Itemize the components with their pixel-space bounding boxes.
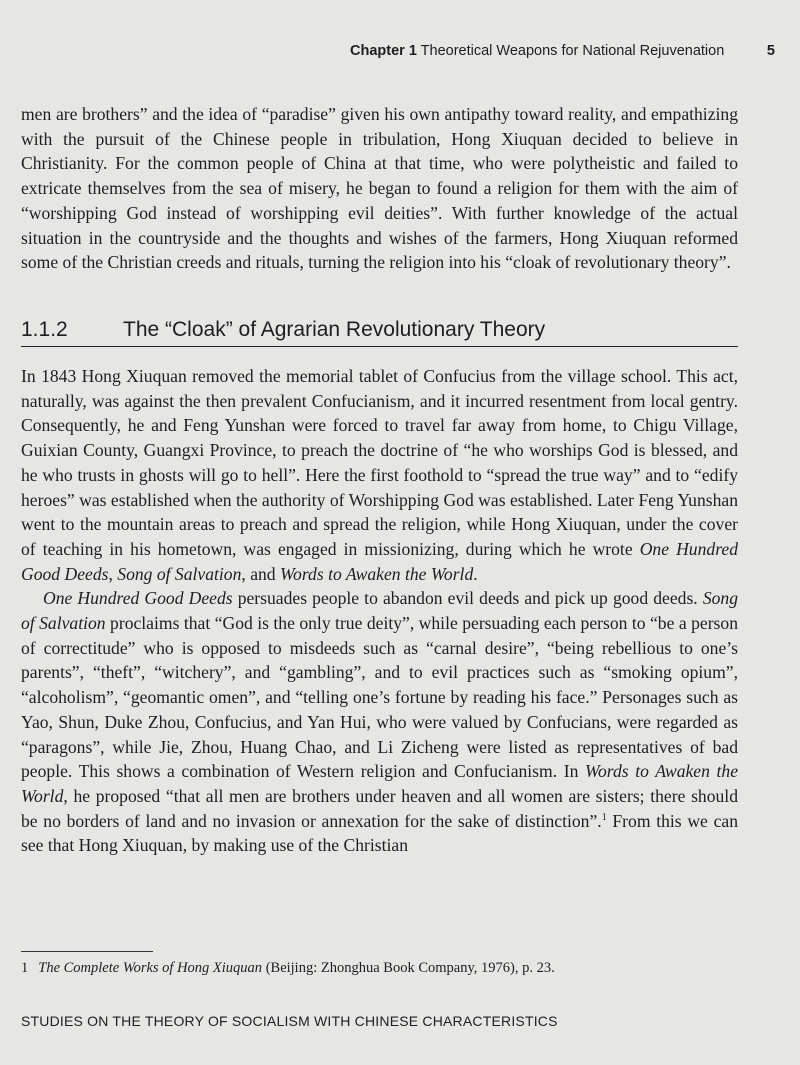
paragraph-text: , he proposed “that all men are brothers under heaven and all women are sisters; there should be no borders of land and no invasion or annexation for the sake of distinction”.	[21, 785, 738, 831]
chapter-label: Chapter 1	[350, 43, 417, 59]
separator: .	[473, 563, 478, 584]
section-number: 1.1.2	[21, 318, 68, 341]
paragraph	[21, 364, 738, 586]
paragraph-text: In 1843 Hong Xiuquan removed the memorial tablet of Confucius from the village school. This act, naturally, was against the then prevalent Confucianism, and it incurred resentment from local gentry. Consequently, he and Feng Yunshan were forced to travel far away from home, to Chigu Village, Guixian County, Guangxi Province, to preach the doctrine of “he who worships God is blessed, and he who trusts in ghosts will go to hell”. Here the first foothold to “spread the true way” and to “edify heroes” was established when the authority of Worshipping God was established. Later Feng Yunshan went to the mountain areas to preach and spread the religion, while Hong Xiuquan, under the cover of teaching in his hometown, was engaged in missionizing, during which he wrote	[21, 366, 738, 559]
section-title: The “Cloak” of Agrarian Revolutionary Theory	[123, 318, 546, 341]
footnote-number: 1	[21, 960, 29, 976]
book-title: One Hundred Good Deeds	[43, 588, 233, 609]
footnote-text: (Beijing: Zhonghua Book Company, 1976), p. 23.	[262, 960, 555, 976]
footnote-reference[interactable]: 1	[601, 811, 607, 823]
chapter-title: Theoretical Weapons for National Rejuvenation	[420, 43, 725, 59]
footnote	[21, 960, 738, 977]
section-body	[21, 364, 738, 858]
page-number: 5	[766, 43, 775, 59]
separator: , and	[241, 563, 281, 584]
book-title: Words to Awaken the World	[280, 563, 474, 584]
paragraph-continued	[21, 102, 738, 275]
paragraph-text: men are brothers” and the idea of “paradise” given his own antipathy toward reality, and empathizing with the pursuit of the Chinese people in tribulation, Hong Xiuquan decided to believe in Christianity. For the common people of China at that time, who were polytheistic and failed to extricate themselves from the sea of misery, he began to found a religion for them with the aim of “worshipping God instead of worshipping evil deities”. With further knowledge of the actual situation in the countryside and the thoughts and wishes of the farmers, Hong Xiuquan reformed some of the Christian creeds and rituals, turning the religion into his “cloak of revolutionary theory”.	[21, 104, 738, 273]
separator: ,	[108, 563, 118, 584]
section-heading	[21, 318, 738, 347]
paragraph-text: persuades people to abandon evil deeds and pick up good deeds.	[232, 588, 703, 609]
paragraph-text: proclaims that “God is the only true deity”, while persuading each person to “be a person of correctitude” who is opposed to misdeeds such as “carnal desire”, “being rebellious to one’s parents”, “theft”, “witchery”, and “gambling”, and to evil practices such as “smoking opium”, “alcoholism”, “geomantic omen”, and “telling one’s fortune by reading his face.” Personages such as Yao, Shun, Duke Zhou, Confucius, and Yan Hui, who were valued by Confucians, were regarded as “paragons”, while Jie, Zhou, Huang Chao, and Li Zicheng were listed as representatives of bad people. This shows a combination of Western religion and Confucianism. In	[21, 613, 739, 782]
running-head	[350, 43, 775, 59]
book-title: Song of Salvation	[117, 563, 242, 584]
footnote-divider	[21, 951, 153, 952]
paragraph-text: From this we can see that Hong Xiuquan, by making use of the Christian	[21, 810, 738, 856]
running-footer: STUDIES ON THE THEORY OF SOCIALISM WITH CHINESE CHARACTERISTICS	[21, 1013, 558, 1029]
footnote-title: The Complete Works of Hong Xiuquan	[38, 960, 263, 976]
book-title: Song of Salvation	[21, 588, 738, 634]
chapter-heading	[350, 43, 724, 59]
paragraph	[21, 586, 738, 858]
book-title: One Hundred Good Deeds	[21, 538, 739, 584]
book-title: Words to Awaken the World	[21, 761, 739, 806]
